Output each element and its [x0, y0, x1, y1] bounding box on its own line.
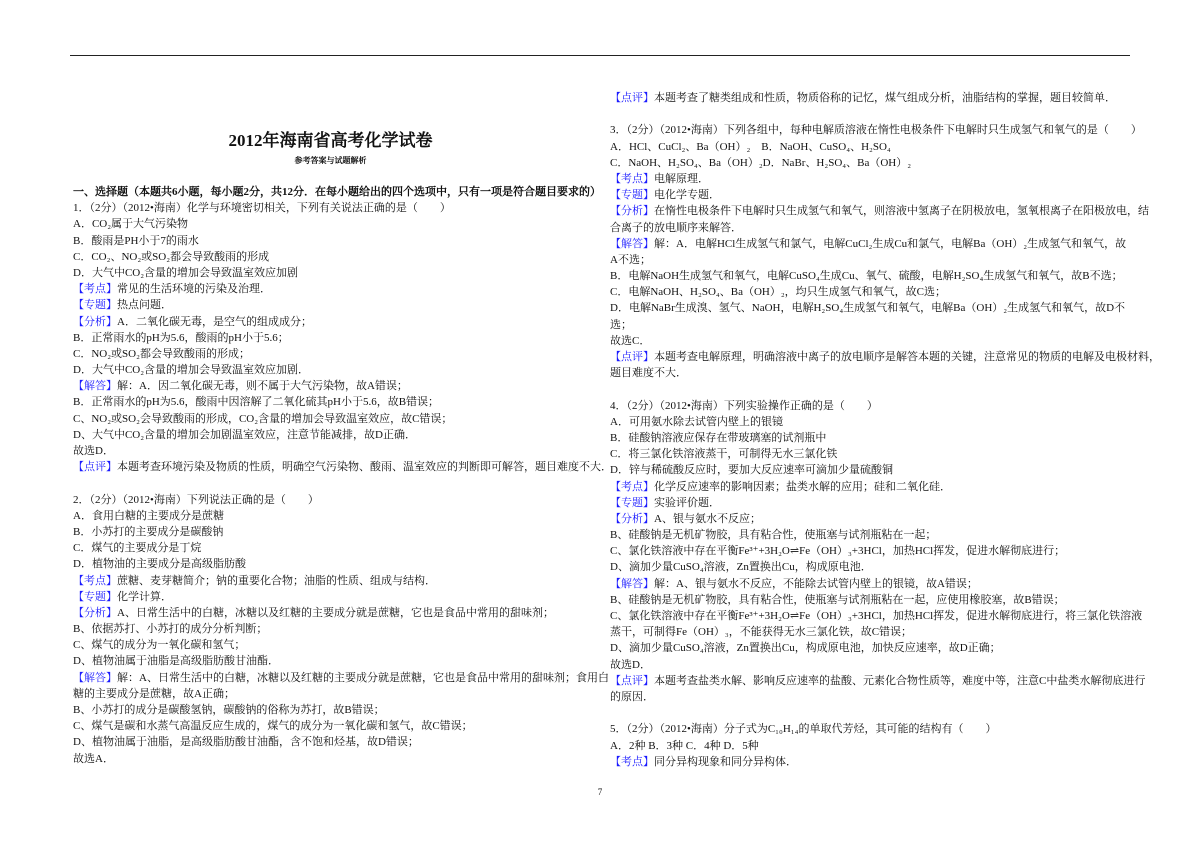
text-line: [73, 556, 593, 572]
line-text: C、NO₂或SO₂会导致酸雨的形成，CO₂含量的增加会导致温室效应，故C错误；: [73, 412, 453, 425]
text-line: [610, 252, 1135, 268]
left-column: [73, 184, 612, 767]
text-line: [610, 300, 1135, 316]
text-line: [610, 398, 1135, 414]
text-line: [73, 524, 593, 540]
line-text: 1．（2分）（2012•海南）化学与环境密切相关，下列有关说法正确的是（ ）: [73, 202, 451, 215]
line-text: 5．（2分）（2012•海南）分子式为C₁₀H₁₄的单取代芳烃，其可能的结构有（ ）: [610, 723, 997, 736]
text-line: [610, 608, 1143, 624]
line-text: A、银与氨水不反应；: [654, 512, 761, 525]
text-line: [610, 139, 1135, 155]
section-tag-label: 【点评】: [610, 674, 654, 687]
line-text: 故选C．: [610, 334, 651, 347]
line-text: D、滴加少量CuSO₄溶液，Zn置换出Cu，构成原电池．: [610, 561, 872, 574]
line-text: A不选；: [610, 253, 651, 266]
text-line: [610, 122, 1142, 138]
section-tag-label: 【分析】: [73, 606, 117, 619]
text-line: [610, 673, 1146, 689]
line-text: B、小苏打的成分是碳酸氢钠，碳酸钠的俗称为苏打，故B错误；: [73, 704, 385, 716]
section-tag-label: 【解答】: [73, 380, 117, 393]
line-text: 解：A．电解HCl生成氢气和氯气，电解CuCl₂生成Cu和氯气，电解Ba（OH）₂生成氢气和氧气，故: [654, 237, 1127, 250]
line-text: C．CO₂、NO₂或SO₂都会导致酸雨的形成: [73, 250, 270, 263]
line-text: C．将三氯化铁溶液蒸干，可制得无水三氯化铁: [610, 448, 838, 461]
line-text: 3．（2分）（2012•海南）下列各组中，每种电解质溶液在惰性电极条件下电解时只生成氢气和氧气的是（ ）: [610, 124, 1142, 137]
text-line: [73, 265, 593, 281]
text-line: [73, 508, 593, 524]
blank-line: [610, 705, 1135, 721]
text-line: [610, 155, 1135, 171]
line-text: 2．（2分）（2012•海南）下列说法正确的是（ ）: [73, 493, 319, 506]
line-text: D．锌与稀硫酸反应时，要加大反应速率可滴加少量硫酸铜: [610, 464, 893, 477]
text-line: [610, 187, 1135, 203]
text-line: [73, 233, 593, 249]
line-text: C、氯化铁溶液中存在平衡Fe³⁺+3H₂O⇌Fe（OH）₃+3HCl，加热HCl挥发，促进水解彻底进行，将三氯化铁溶液: [610, 610, 1143, 622]
text-line: [73, 314, 593, 330]
section-tag-label: 【解答】: [610, 577, 654, 590]
section-tag-label: 【点评】: [610, 351, 654, 363]
line-text: 糖的主要成分是蔗糖，故A正确；: [73, 687, 235, 700]
section-tag-label: 【专题】: [73, 590, 117, 603]
text-line: [610, 559, 1135, 575]
section-heading: [73, 184, 601, 200]
text-line: [610, 689, 1135, 705]
text-line: [73, 492, 593, 508]
text-line: [73, 281, 593, 297]
line-text: 解：A、银与氨水不反应，不能除去试管内壁上的银镜，故A错误；: [654, 577, 978, 590]
text-line: [73, 411, 593, 427]
text-line: [73, 540, 593, 556]
line-text: 故选D．: [73, 445, 114, 457]
text-line: [73, 216, 593, 232]
text-line: [73, 718, 593, 734]
line-text: 题目难度不大．: [610, 367, 687, 380]
text-line: [73, 378, 593, 394]
line-text: C．煤气的主要成分是丁烷: [73, 542, 202, 555]
line-text: B．硅酸钠溶液应保存在带玻璃塞的试剂瓶中: [610, 431, 827, 444]
line-text: 蒸干，可制得Fe（OH）₃，不能获得无水三氯化铁，故C错误；: [610, 626, 913, 639]
text-line: [610, 592, 1135, 608]
section-tag-label: 【考点】: [73, 283, 117, 296]
text-line: [610, 721, 1135, 737]
line-text: 蔗糖、麦芽糖简介；钠的重要化合物；油脂的性质、组成与结构．: [117, 574, 436, 587]
section-tag-label: 【考点】: [610, 755, 654, 768]
text-line: [73, 249, 593, 265]
line-text: 常见的生活环境的污染及治理．: [117, 283, 271, 296]
page-number: 7: [597, 787, 603, 797]
section-tag-label: 【专题】: [73, 299, 117, 312]
line-text: C、煤气是碳和水蒸气高温反应生成的，煤气的成分为一氧化碳和氢气，故C错误；: [73, 720, 473, 733]
line-text: 本题考查电解原理，明确溶液中离子的放电顺序是解答本题的关键，注意常见的物质的电解及电极材料，: [654, 351, 1160, 363]
line-text: 故选A．: [73, 752, 114, 765]
text-line: [610, 462, 1135, 478]
line-text: D、植物油属于油脂，是高级脂肪酸甘油酯，含不饱和烃基，故D错误；: [73, 736, 419, 749]
line-text: D、滴加少量CuSO₄溶液，Zn置换出Cu，构成原电池，加快反应速率，故D正确；: [610, 642, 1001, 655]
section-tag-label: 【解答】: [73, 671, 117, 684]
text-line: [610, 365, 1135, 381]
text-line: [610, 317, 1135, 333]
line-text: B．正常雨水的pH为5.6，酸雨中因溶解了二氧化硫其pH小于5.6，故B错误；: [73, 396, 440, 409]
section-tag-label: 【专题】: [610, 496, 654, 509]
text-line: [73, 751, 593, 767]
line-text: 化学计算．: [117, 590, 172, 603]
blank-line: [610, 381, 1135, 397]
line-text: A．CO₂属于大气污染物: [73, 218, 189, 231]
line-text: D．大气中CO₂含量的增加会导致温室效应加剧．: [73, 364, 310, 377]
text-line: [73, 346, 593, 362]
line-text: 解：A．因二氧化碳无毒，则不属于大气污染物，故A错误；: [117, 380, 408, 393]
text-line: [73, 686, 593, 702]
line-text: 实验评价题．: [654, 496, 720, 509]
line-text: 热点问题．: [117, 299, 172, 312]
line-text: 故选D．: [610, 658, 651, 671]
text-line: [73, 702, 593, 718]
text-line: [610, 236, 1135, 252]
text-line: [610, 479, 1135, 495]
section-tag-label: 【考点】: [610, 480, 654, 493]
text-line: [610, 511, 1135, 527]
text-line: [73, 427, 593, 443]
line-text: A．2种 B．3种 C．4种 D．5种: [610, 739, 759, 752]
text-line: [73, 200, 593, 216]
text-line: [610, 203, 1149, 219]
line-text: 本题考查盐类水解、影响反应速率的盐酸、元素化合物性质等，难度中等，注意C中盐类水解彻底进行: [654, 674, 1146, 687]
line-text: 一、选择题（本题共6小题，每小题2分，共12分．在每小题给出的四个选项中，只有一项是符合题目要求的）: [73, 186, 601, 198]
line-text: 解：A、日常生活中的白糖，冰糖以及红糖的主要成分就是蔗糖，它也是食品中常用的甜味剂；食用白: [117, 671, 609, 684]
line-text: D．电解NaBr生成溴、氢气、NaOH，电解H₂SO₄生成氢气和氧气，电解Ba（OH）₂生成氢气和氧气，故D不: [610, 302, 1126, 315]
line-text: B、硅酸钠是无机矿物胶，具有粘合性，使瓶塞与试剂瓶粘在一起；: [610, 529, 937, 542]
page-title: 2012年海南省高考化学试卷: [228, 131, 433, 150]
line-text: B、依据苏打、小苏打的成分分析判断；: [73, 623, 268, 636]
text-line: [73, 362, 593, 378]
line-text: B、硅酸钠是无机矿物胶，具有粘合性，使瓶塞与试剂瓶粘在一起，应使用橡胶塞，故B错误；: [610, 593, 1065, 606]
section-tag-label: 【分析】: [610, 205, 654, 218]
line-text: 本题考查了糖类组成和性质，物质俗称的记忆，煤气组成分析，油脂结构的掌握，题目较简单．: [654, 92, 1116, 104]
text-line: [610, 90, 1135, 106]
section-tag-label: 【解答】: [610, 237, 654, 250]
text-line: [610, 268, 1135, 284]
text-line: [610, 640, 1135, 656]
line-text: D．植物油的主要成分是高级脂肪酸: [73, 558, 246, 571]
text-line: [73, 297, 593, 313]
line-text: B．小苏打的主要成分是碳酸钠: [73, 525, 224, 538]
line-text: 选；: [610, 318, 632, 331]
text-line: [610, 543, 1135, 559]
line-text: 电解原理．: [654, 172, 709, 185]
line-text: 合离子的放电顺序来解答．: [610, 221, 742, 234]
line-text: C．电解NaOH、H₂SO₄、Ba（OH）₂，均只生成氢气和氧气，故C选；: [610, 286, 947, 299]
text-line: [610, 446, 1135, 462]
text-line: [610, 220, 1135, 236]
text-line: [610, 527, 1135, 543]
text-line: [610, 754, 1135, 770]
page-subtitle: 参考答案与试题解析: [294, 156, 367, 165]
line-text: 在惰性电极条件下电解时只生成氢气和氧气，则溶液中氢离子在阴极放电，氢氧根离子在阳极放电，结: [654, 205, 1149, 218]
text-line: [73, 573, 593, 589]
text-line: [73, 443, 593, 459]
line-text: C．NaOH、H₂SO₄、Ba（OH）₂D．NaBr、H₂SO₄、Ba（OH）₂: [610, 156, 912, 169]
line-text: A．食用白糖的主要成分是蔗糖: [73, 509, 224, 522]
text-line: [610, 171, 1135, 187]
text-line: [610, 495, 1135, 511]
right-column: [610, 90, 1160, 770]
section-tag-label: 【考点】: [610, 172, 654, 185]
text-line: [73, 589, 593, 605]
text-line: [610, 657, 1135, 673]
line-text: D、大气中CO₂含量的增加会加剧温室效应，注意节能减排，故D正确．: [73, 428, 417, 441]
line-text: C、煤气的成分为一氧化碳和氢气；: [73, 639, 246, 652]
section-tag-label: 【点评】: [73, 461, 117, 474]
line-text: 化学反应速率的影响因素；盐类水解的应用；硅和二氧化硅．: [654, 480, 951, 493]
line-text: D．大气中CO₂含量的增加会导致温室效应加剧: [73, 266, 299, 279]
text-line: [610, 576, 1135, 592]
text-line: [610, 333, 1135, 349]
line-text: A．可用氨水除去试管内壁上的银镜: [610, 415, 783, 428]
section-tag-label: 【分析】: [610, 512, 654, 525]
line-text: D、植物油属于油脂是高级脂肪酸甘油酯．: [73, 655, 279, 668]
text-line: [73, 621, 593, 637]
text-line: [610, 284, 1135, 300]
line-text: B．酸雨是PH小于7的雨水: [73, 234, 199, 247]
text-line: [73, 330, 593, 346]
line-text: C．NO₂或SO₂都会导致酸雨的形成；: [73, 347, 250, 360]
text-line: [73, 653, 593, 669]
line-text: 本题考查环境污染及物质的性质，明确空气污染物、酸雨、温室效应的判断即可解答，题目难度不大．: [117, 461, 612, 474]
section-tag-label: 【点评】: [610, 92, 654, 104]
line-text: B．电解NaOH生成氢气和氧气，电解CuSO₄生成Cu、氧气、硫酸，电解H₂SO₄生成氢气和氧气，故B不选；: [610, 270, 1123, 283]
line-text: B．正常雨水的pH为5.6，酸雨的pH小于5.6；: [73, 331, 289, 344]
header-rule: [70, 55, 1130, 56]
text-line: [610, 738, 1135, 754]
text-line: [610, 624, 1135, 640]
text-line: [73, 459, 612, 475]
text-line: [610, 430, 1135, 446]
text-line: [73, 670, 609, 686]
text-line: [73, 734, 593, 750]
section-tag-label: 【考点】: [73, 574, 117, 587]
line-text: 4．（2分）（2012•海南）下列实验操作正确的是（ ）: [610, 399, 878, 412]
line-text: A．二氧化碳无毒，是空气的组成成分；: [117, 315, 312, 328]
text-line: [73, 394, 593, 410]
line-text: A．HCl、CuCl₂、Ba（OH）₂ B．NaOH、CuSO₄、H₂SO₄: [610, 140, 891, 153]
section-tag-label: 【分析】: [73, 315, 117, 328]
line-text: 的原因．: [610, 690, 654, 703]
line-text: 电化学专题．: [654, 189, 720, 202]
text-line: [610, 414, 1135, 430]
line-text: C、氯化铁溶液中存在平衡Fe³⁺+3H₂O⇌Fe（OH）₃+3HCl，加热HCl挥发，促进水解彻底进行；: [610, 545, 1066, 558]
text-line: [73, 637, 593, 653]
line-text: A、日常生活中的白糖，冰糖以及红糖的主要成分就是蔗糖，它也是食品中常用的甜味剂；: [117, 606, 554, 619]
blank-line: [73, 475, 593, 491]
line-text: 同分异构现象和同分异构体．: [654, 755, 797, 768]
text-line: [73, 605, 593, 621]
text-line: [610, 349, 1160, 365]
section-tag-label: 【专题】: [610, 189, 654, 202]
blank-line: [610, 106, 1135, 122]
